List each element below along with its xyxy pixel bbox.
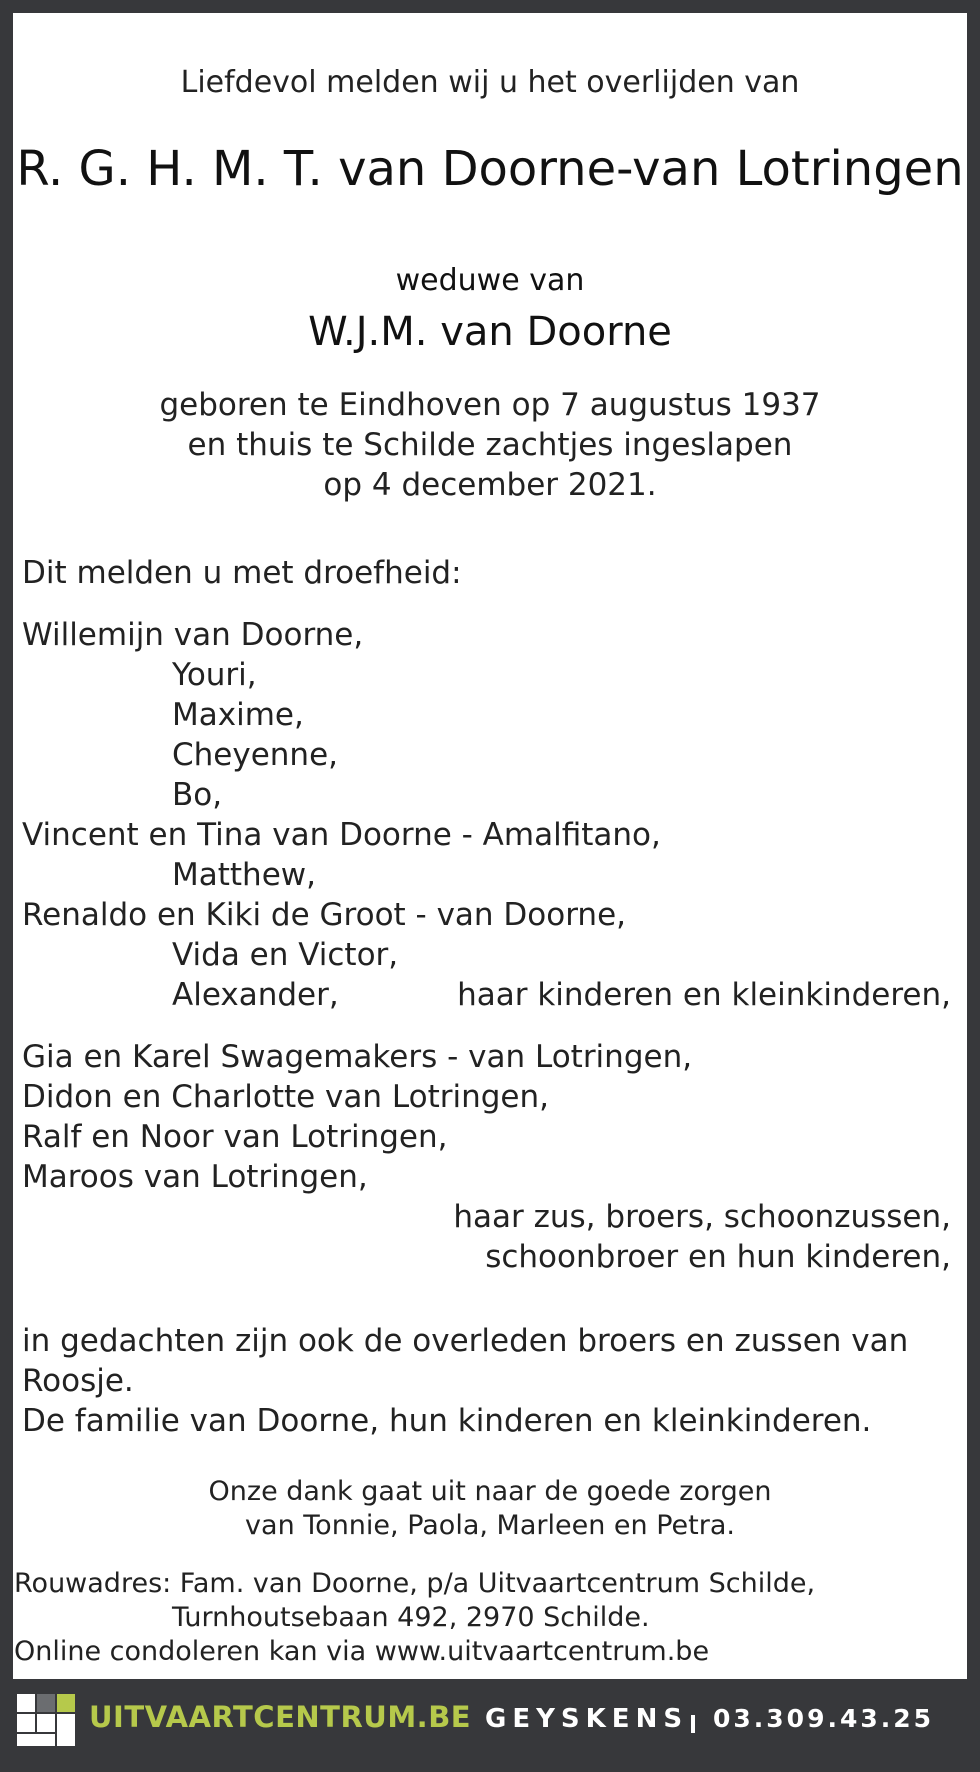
sibling-line: Maroos van Lotringen,: [22, 1159, 368, 1195]
obituary-card: [13, 13, 967, 1679]
thanks-line: van Tonnie, Paola, Marleen en Petra.: [245, 1510, 735, 1541]
deceased-name: R. G. H. M. T. van Doorne-van Lotringen: [16, 141, 964, 197]
widow-label: weduwe van: [395, 263, 585, 298]
sibling-line: Gia en Karel Swagemakers - van Lotringen,: [22, 1039, 693, 1075]
grandchild-line: Bo,: [172, 777, 223, 813]
children-label: haar kinderen en kleinkinderen,: [457, 977, 951, 1013]
sibling-line: Ralf en Noor van Lotringen,: [22, 1119, 448, 1155]
thanks-line: Onze dank gaat uit naar de goede zorgen: [208, 1476, 772, 1507]
siblings-label: haar zus, broers, schoonzussen,: [453, 1199, 951, 1235]
company-name: GEYSKENS: [485, 1704, 689, 1734]
brand-name: UITVAARTCENTRUM.BE: [89, 1700, 472, 1734]
memory-line: Roosje.: [22, 1363, 134, 1399]
siblings-label: schoonbroer en hun kinderen,: [485, 1239, 951, 1275]
sibling-line: Didon en Charlotte van Lotringen,: [22, 1079, 549, 1115]
birth-line: geboren te Eindhoven op 7 augustus 1937: [159, 387, 821, 423]
memory-line: in gedachten zijn ook de overleden broers en zussen van: [22, 1323, 909, 1359]
intro-line: Liefdevol melden wij u het overlijden van: [180, 65, 800, 100]
grandchild-line: Maxime,: [172, 697, 304, 733]
family-line: Vincent en Tina van Doorne - Amalfitano,: [22, 817, 661, 853]
phone-number: 03.309.43.25: [713, 1704, 935, 1733]
address-line: Rouwadres: Fam. van Doorne, p/a Uitvaartcentrum Schilde,: [14, 1568, 816, 1599]
squares-logo-icon: [17, 1694, 75, 1746]
memory-line: De familie van Doorne, hun kinderen en kleinkinderen.: [22, 1403, 872, 1439]
address-line: Turnhoutsebaan 492, 2970 Schilde.: [172, 1602, 650, 1633]
condolence-line: Online condoleren kan via www.uitvaartcentrum.be: [14, 1636, 710, 1667]
passing-line: en thuis te Schilde zachtjes ingeslapen: [187, 427, 793, 463]
sorrow-line: Dit melden u met droefheid:: [22, 555, 462, 591]
date-line: op 4 december 2021.: [323, 467, 657, 503]
grandchild-line: Alexander,: [172, 977, 339, 1013]
separator: [691, 1715, 695, 1733]
grandchild-line: Vida en Victor,: [172, 937, 399, 973]
widow-name: W.J.M. van Doorne: [308, 309, 672, 355]
grandchild-line: Matthew,: [172, 857, 316, 893]
grandchild-line: Youri,: [172, 657, 257, 693]
family-line: Renaldo en Kiki de Groot - van Doorne,: [22, 897, 627, 933]
family-line: Willemijn van Doorne,: [22, 617, 364, 653]
grandchild-line: Cheyenne,: [172, 737, 339, 773]
footer-banner: [13, 1680, 967, 1759]
